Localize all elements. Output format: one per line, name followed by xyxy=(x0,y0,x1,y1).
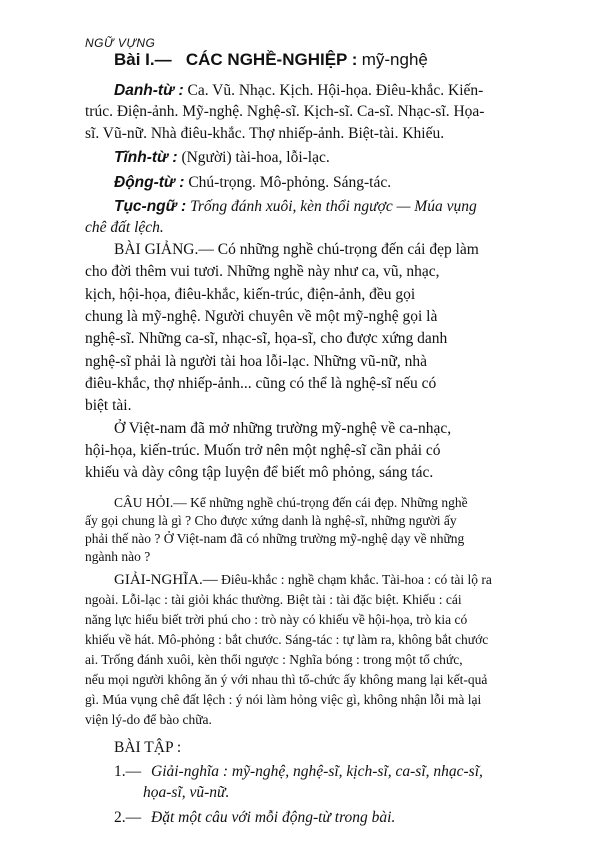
exercises-label: BÀI TẬP : xyxy=(114,739,182,756)
vocab-adjectives-label: Tĩnh-từ : xyxy=(114,149,178,166)
lecture-line-6: nghệ-sĩ phải là người tài hoa lỗi-lạc. Những vũ-nữ, nhà xyxy=(85,353,428,370)
vocab-proverbs-text: Trống đánh xuôi, kèn thổi ngược — Múa vụng xyxy=(190,198,477,215)
glossary-line-3: năng lực hiểu biết trời phú cho : trò này có khiếu về hội-họa, trò kia có xyxy=(85,612,468,627)
vocab-verbs xyxy=(114,173,391,193)
questions-line-1: CÂU HỎI.— Kể những nghề chú-trọng đến cái đẹp. Những nghề xyxy=(114,495,468,510)
lecture-line-1: BÀI GIẢNG.— Có những nghề chú-trọng đến cái đẹp làm xyxy=(114,241,479,258)
lecture-line-5: nghệ-sĩ. Những ca-sĩ, nhạc-sĩ, họa-sĩ, cho được xứng danh xyxy=(85,330,448,347)
glossary-line-7: gì. Múa vụng chê đất lệch : ý nói làm hỏng việc gì, không nhận lỗi mà lại xyxy=(85,692,482,707)
exercise-2 xyxy=(114,808,395,828)
vocab-nouns-text: Ca. Vũ. Nhạc. Kịch. Hội-họa. Điêu-khắc. Kiến- xyxy=(187,82,484,99)
questions-line-2: ấy gọi chung là gì ? Cho được xứng danh là nghệ-sĩ, những người ấy xyxy=(85,513,457,528)
glossary-line-4: khiếu về hát. Mô-phỏng : bắt chước. Sáng-tác : tự làm ra, không bắt chước xyxy=(85,632,489,647)
lesson-number: Bài I.— xyxy=(114,50,172,69)
vocab-verbs-label: Động-từ : xyxy=(114,174,185,191)
questions-line-3: phải thế nào ? Ở Việt-nam đã có những trường mỹ-nghệ dạy về những xyxy=(85,531,465,546)
vocab-proverbs-label: Tục-ngữ : xyxy=(114,198,187,215)
vocab-adjectives xyxy=(114,148,330,168)
glossary-line-1: GIẢI-NGHĨA.— Điêu-khắc : nghề chạm khắc. Tài-hoa : có tài lộ ra xyxy=(114,572,492,588)
glossary-line-6: nếu mọi người không ăn ý với nhau thì tổ-chức ấy không mang lại kết-quả xyxy=(85,672,488,687)
questions-label: CÂU HỎI.— xyxy=(114,495,187,510)
exercise-1-line-2: họa-sĩ, vũ-nữ. xyxy=(143,784,230,801)
lesson-subtitle: mỹ-nghệ xyxy=(361,50,428,69)
vocab-adjectives-text: (Người) tài-hoa, lỗi-lạc. xyxy=(181,149,330,166)
vocab-proverbs-line-2: chê đất lệch. xyxy=(85,219,164,236)
glossary-line-2: ngoài. Lỗi-lạc : tài giỏi khác thường. Biệt tài : tài đặc biệt. Khiếu : cái xyxy=(85,592,462,607)
lecture-line-7: điêu-khắc, thợ nhiếp-ảnh... cũng có thể là nghệ-sĩ nếu có xyxy=(85,375,437,392)
questions-line-4: ngành nào ? xyxy=(85,549,151,564)
exercise-1 xyxy=(114,762,483,782)
lecture-p2-line-3: khiếu và dày công tập luyện để biết mô phỏng, sáng tác. xyxy=(85,464,434,481)
section-header: NGỮ VỰNG xyxy=(85,36,156,50)
vocab-nouns-line-2: trúc. Điện-ảnh. Mỹ-nghệ. Nghệ-sĩ. Kịch-sĩ. Ca-sĩ. Nhạc-sĩ. Họa- xyxy=(85,103,485,120)
glossary-label: GIẢI-NGHĨA.— xyxy=(114,572,218,588)
lesson-topic: CÁC NGHỀ-NGHIỆP : xyxy=(185,50,358,69)
exercise-2-text: Đặt một câu với mỗi động-từ trong bài. xyxy=(151,809,396,826)
lecture-line-8: biệt tài. xyxy=(85,397,132,414)
lecture-line-2: cho đời thêm vui tươi. Những nghề này như ca, vũ, nhạc, xyxy=(85,263,440,280)
lecture-p2-line-2: hội-họa, kiến-trúc. Muốn trở nên một nghệ-sĩ cần phải có xyxy=(85,442,441,459)
vocab-nouns-line-1 xyxy=(114,81,528,101)
lecture-line-3: kịch, hội-họa, điêu-khắc, kiến-trúc, điện-ảnh, đều gọi xyxy=(85,286,416,303)
vocab-nouns-line-3: sĩ. Vũ-nữ. Nhà điêu-khắc. Thợ nhiếp-ảnh. Biệt-tài. Khiếu. xyxy=(85,125,445,142)
vocab-verbs-text: Chú-trọng. Mô-phỏng. Sáng-tác. xyxy=(188,174,392,191)
lecture-label: BÀI GIẢNG.— xyxy=(114,241,214,258)
exercise-2-number: 2.— xyxy=(114,809,142,826)
lecture-p2-line-1: Ở Việt-nam đã mở những trường mỹ-nghệ về ca-nhạc, xyxy=(114,420,452,437)
glossary-line-5: ai. Trống đánh xuôi, kèn thổi ngược : Nghĩa bóng : trong một tổ chức, xyxy=(85,652,463,667)
exercise-1-number: 1.— xyxy=(114,763,142,780)
glossary-line-8: viện lý-do để bào chữa. xyxy=(85,712,212,727)
lecture-line-4: chung là mỹ-nghệ. Người chuyên về một mỹ-nghệ gọi là xyxy=(85,308,438,325)
vocab-proverbs xyxy=(114,197,477,217)
lesson-title xyxy=(114,50,428,70)
vocab-nouns-label: Danh-từ : xyxy=(114,82,184,99)
exercise-1-text: Giải-nghĩa : mỹ-nghệ, nghệ-sĩ, kịch-sĩ, ca-sĩ, nhạc-sĩ, xyxy=(151,763,483,780)
